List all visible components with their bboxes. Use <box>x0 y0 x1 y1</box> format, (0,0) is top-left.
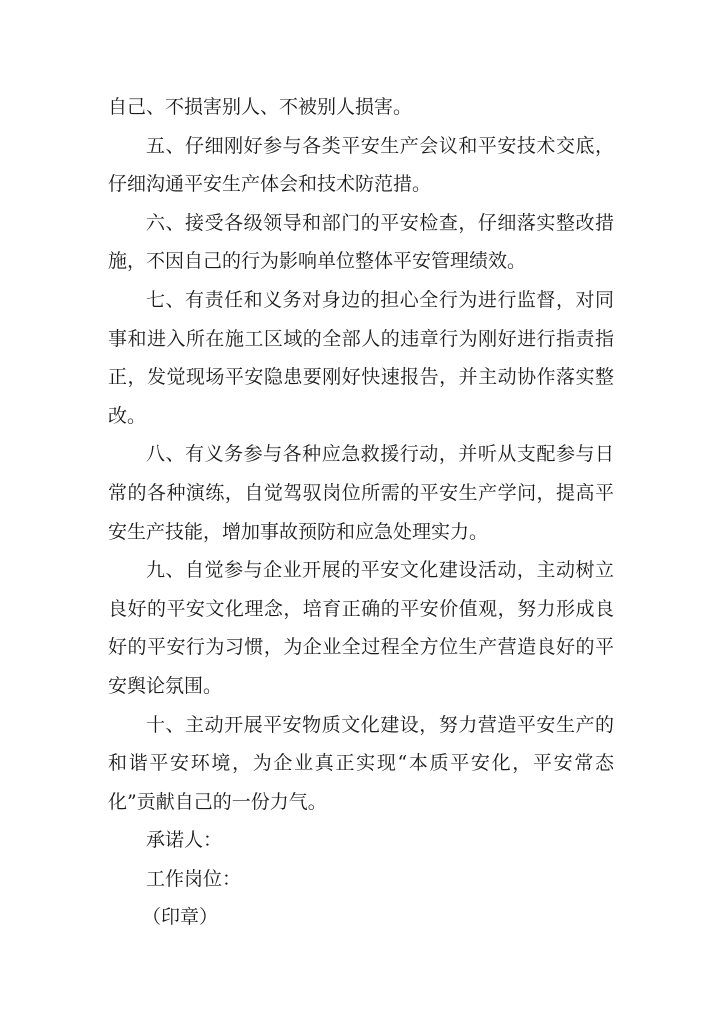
seal-label: （印章） <box>142 906 219 929</box>
paragraph-item-8: 八、有义务参与各种应急救援行动，并听从支配参与日常的各种演练，自觉驾驭岗位所需的平安生产学问，提高平安生产技能，增加事故预防和应急处理实力。 <box>108 443 614 543</box>
paragraph-continuation: 自己、不损害别人、不被别人损害。 <box>108 96 413 118</box>
position-label: 工作岗位： <box>146 867 242 890</box>
paragraph-item-6: 六、接受各级领导和部门的平安检查，仔细落实整改措施，不因自己的行为影响单位整体平安管理绩效。 <box>108 211 614 273</box>
paragraph-item-5: 五、仔细刚好参与各类平安生产会议和平安技术交底，仔细沟通平安生产体会和技术防范措。 <box>108 134 614 196</box>
paragraph-item-10: 十、主动开展平安物质文化建设，努力营造平安生产的和谐平安环境，为企业真正实现“本质平安化，平安常态化”贡献自己的一份力气。 <box>108 713 614 813</box>
document-page <box>108 88 614 937</box>
paragraph-item-7: 七、有责任和义务对身边的担心全行为进行监督，对同事和进入所在施工区域的全部人的违章行为刚好进行指责指正，发觉现场平安隐患要刚好快速报告，并主动协作落实整改。 <box>108 288 614 427</box>
promiser-label: 承诺人： <box>146 829 223 852</box>
paragraph-item-9: 九、自觉参与企业开展的平安文化建设活动，主动树立良好的平安文化理念，培育正确的平安价值观，努力形成良好的平安行为习惯，为企业全过程全方位生产营造良好的平安舆论氛围。 <box>108 559 614 697</box>
